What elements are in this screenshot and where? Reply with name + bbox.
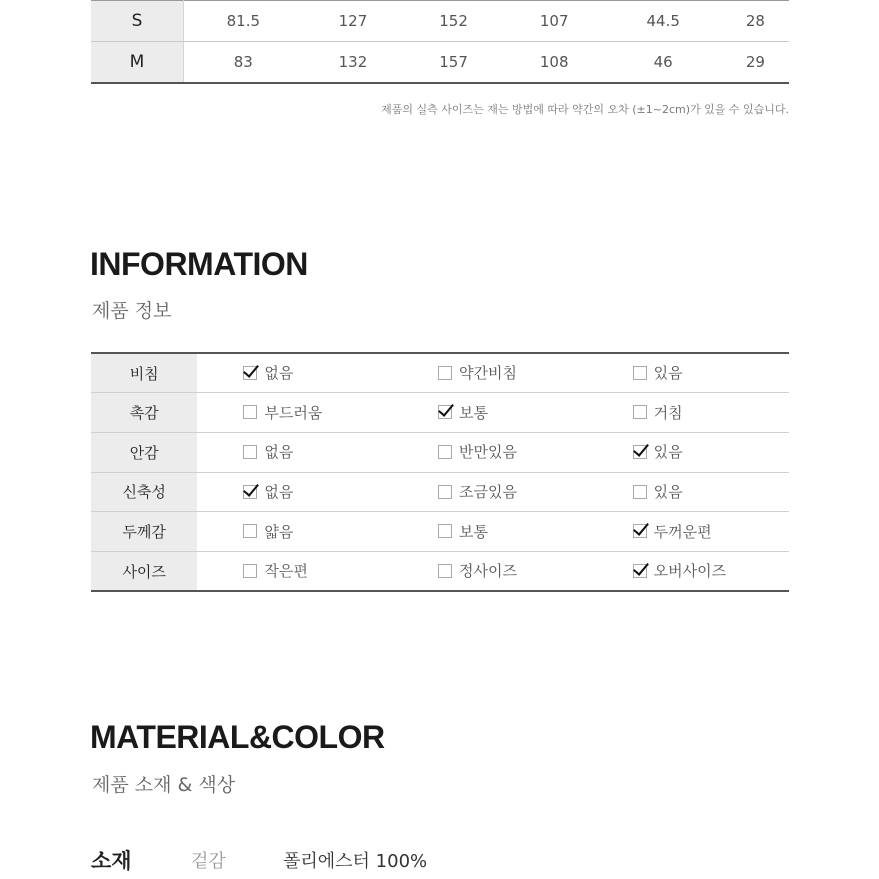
option-label: 있음 xyxy=(653,364,683,383)
checkbox-unchecked[interactable] xyxy=(633,405,647,419)
option-wrapper xyxy=(633,481,683,502)
information-row-label: 비침 xyxy=(91,353,197,393)
information-row xyxy=(91,353,789,393)
size-value-cell: 44.5 xyxy=(605,1,722,42)
option-wrapper xyxy=(438,521,488,542)
information-table xyxy=(91,352,789,592)
size-label: S xyxy=(91,1,184,42)
size-value-cell: 83 xyxy=(184,42,303,84)
information-row-label: 촉감 xyxy=(91,393,197,433)
option-label: 정사이즈 xyxy=(458,562,517,581)
option-wrapper xyxy=(633,402,683,423)
size-row xyxy=(91,42,789,84)
option-label: 오버사이즈 xyxy=(653,562,727,581)
option-wrapper xyxy=(438,362,517,383)
option-label: 없음 xyxy=(264,364,294,383)
information-option xyxy=(591,472,789,512)
option-wrapper xyxy=(438,402,488,423)
information-option xyxy=(197,393,396,433)
checkbox-unchecked[interactable] xyxy=(243,445,257,459)
option-label: 얇음 xyxy=(264,522,294,541)
information-option xyxy=(396,353,591,393)
size-value-cell: 28 xyxy=(722,1,789,42)
option-wrapper xyxy=(243,560,307,581)
option-label: 작은편 xyxy=(264,562,308,581)
material-value: 폴리에스터 100% xyxy=(283,851,428,872)
information-row-label: 신축성 xyxy=(91,472,197,512)
option-wrapper xyxy=(438,441,517,462)
size-value-cell: 127 xyxy=(303,1,404,42)
information-row xyxy=(91,512,789,552)
checkbox-unchecked[interactable] xyxy=(438,366,452,380)
checkbox-unchecked[interactable] xyxy=(243,524,257,538)
option-label: 두꺼운편 xyxy=(653,522,712,541)
material-title: MATERIAL&COLOR xyxy=(90,719,385,755)
option-wrapper xyxy=(243,481,293,502)
option-wrapper xyxy=(633,441,683,462)
material-label: 소재 xyxy=(91,849,132,873)
option-label: 있음 xyxy=(653,443,683,462)
information-option xyxy=(396,551,591,591)
information-row-label: 안감 xyxy=(91,432,197,472)
size-value-cell: 152 xyxy=(403,1,504,42)
information-row-label: 사이즈 xyxy=(91,551,197,591)
checkbox-unchecked[interactable] xyxy=(633,485,647,499)
checkbox-checked[interactable] xyxy=(438,405,452,419)
information-subtitle: 제품 정보 xyxy=(92,300,172,322)
information-option xyxy=(591,393,789,433)
size-table xyxy=(91,0,789,84)
checkbox-unchecked[interactable] xyxy=(438,524,452,538)
material-type: 겉감 xyxy=(191,851,226,872)
option-label: 부드러움 xyxy=(264,403,323,422)
size-value-cell: 81.5 xyxy=(184,1,303,42)
size-row xyxy=(91,1,789,42)
information-row xyxy=(91,551,789,591)
option-label: 약간비침 xyxy=(458,364,517,383)
material-row xyxy=(91,845,427,875)
checkbox-checked[interactable] xyxy=(243,485,257,499)
information-option xyxy=(197,353,396,393)
option-label: 조금있음 xyxy=(458,483,517,502)
option-label: 없음 xyxy=(264,483,294,502)
information-option xyxy=(396,512,591,552)
size-value-cell: 108 xyxy=(504,42,605,84)
checkbox-unchecked[interactable] xyxy=(243,405,257,419)
checkbox-checked[interactable] xyxy=(633,524,647,538)
option-wrapper xyxy=(243,521,293,542)
option-wrapper xyxy=(438,560,517,581)
checkbox-checked[interactable] xyxy=(243,366,257,380)
information-option xyxy=(396,432,591,472)
option-wrapper xyxy=(633,521,712,542)
information-option xyxy=(591,353,789,393)
information-option xyxy=(197,551,396,591)
information-title: INFORMATION xyxy=(90,246,308,282)
option-label: 거침 xyxy=(653,403,683,422)
size-note: 제품의 실측 사이즈는 재는 방법에 따라 약간의 오차 (±1~2cm)가 있을 수 있습니다. xyxy=(381,103,789,116)
option-label: 반만있음 xyxy=(458,443,517,462)
size-value-cell: 107 xyxy=(504,1,605,42)
option-wrapper xyxy=(243,441,293,462)
size-value-cell: 132 xyxy=(303,42,404,84)
checkbox-checked[interactable] xyxy=(633,564,647,578)
checkbox-unchecked[interactable] xyxy=(438,445,452,459)
information-row xyxy=(91,472,789,512)
information-option xyxy=(197,472,396,512)
option-wrapper xyxy=(633,560,726,581)
option-label: 있음 xyxy=(653,483,683,502)
information-option xyxy=(396,393,591,433)
information-option xyxy=(591,551,789,591)
option-wrapper xyxy=(243,362,293,383)
checkbox-unchecked[interactable] xyxy=(243,564,257,578)
option-label: 보통 xyxy=(458,522,488,541)
information-option xyxy=(396,472,591,512)
option-wrapper xyxy=(438,481,517,502)
size-label: M xyxy=(91,42,184,84)
information-option xyxy=(591,432,789,472)
option-label: 없음 xyxy=(264,443,294,462)
option-wrapper xyxy=(633,362,683,383)
option-wrapper xyxy=(243,402,322,423)
information-option xyxy=(197,512,396,552)
checkbox-unchecked[interactable] xyxy=(438,564,452,578)
checkbox-checked[interactable] xyxy=(633,445,647,459)
size-value-cell: 46 xyxy=(605,42,722,84)
material-subtitle: 제품 소재 & 색상 xyxy=(92,774,236,796)
information-row xyxy=(91,393,789,433)
checkbox-unchecked[interactable] xyxy=(438,485,452,499)
size-value-cell: 157 xyxy=(403,42,504,84)
information-row xyxy=(91,432,789,472)
checkbox-unchecked[interactable] xyxy=(633,366,647,380)
information-row-label: 두께감 xyxy=(91,512,197,552)
information-option xyxy=(591,512,789,552)
size-value-cell: 29 xyxy=(722,42,789,84)
option-label: 보통 xyxy=(458,403,488,422)
information-option xyxy=(197,432,396,472)
